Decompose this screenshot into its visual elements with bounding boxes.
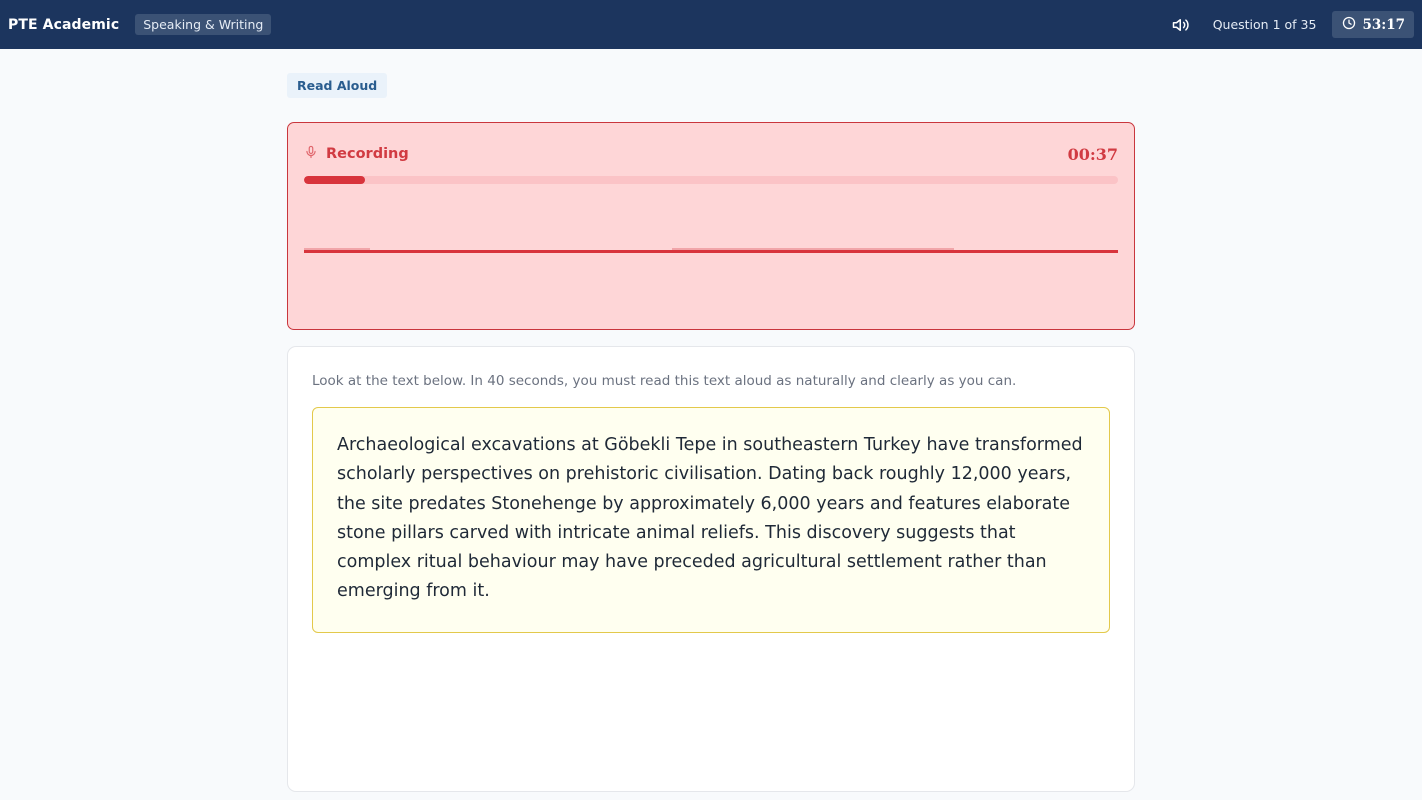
passage-box <box>312 407 1110 633</box>
microphone-icon <box>304 144 318 164</box>
recording-panel <box>287 122 1135 330</box>
test-timer <box>1332 11 1414 38</box>
clock-icon <box>1342 15 1356 34</box>
brand-title: PTE Academic <box>8 16 120 33</box>
question-card <box>287 346 1135 792</box>
recording-header <box>304 144 1118 164</box>
section-badge: Speaking & Writing <box>135 14 271 35</box>
timer-value: 53:17 <box>1362 16 1405 33</box>
recording-progress-fill <box>304 176 365 184</box>
top-bar-right <box>1171 0 1414 49</box>
speaker-icon[interactable] <box>1171 15 1191 35</box>
task-type-label: Read Aloud <box>287 73 387 98</box>
recording-progress-bar <box>304 176 1118 184</box>
passage-text: Archaeological excavations at Göbekli Tepe in southeastern Turkey have transformed scholarly perspectives on prehistoric civilisation. Dating back roughly 12,000 years, the site predates Stonehenge by approximately 6,000 years and features elaborate stone pillars carved with intricate animal reliefs. This discovery suggests that complex ritual behaviour may have preceded agricultural settlement rather than emerging from it. <box>337 435 1083 602</box>
audio-waveform <box>304 250 1118 253</box>
top-bar <box>0 0 1422 49</box>
question-counter: Question 1 of 35 <box>1212 17 1317 32</box>
instruction-text: Look at the text below. In 40 seconds, you must read this text aloud as naturally and clearly as you can. <box>312 373 1017 389</box>
recording-label: Recording <box>326 146 409 162</box>
recording-elapsed: 00:37 <box>1067 144 1118 164</box>
